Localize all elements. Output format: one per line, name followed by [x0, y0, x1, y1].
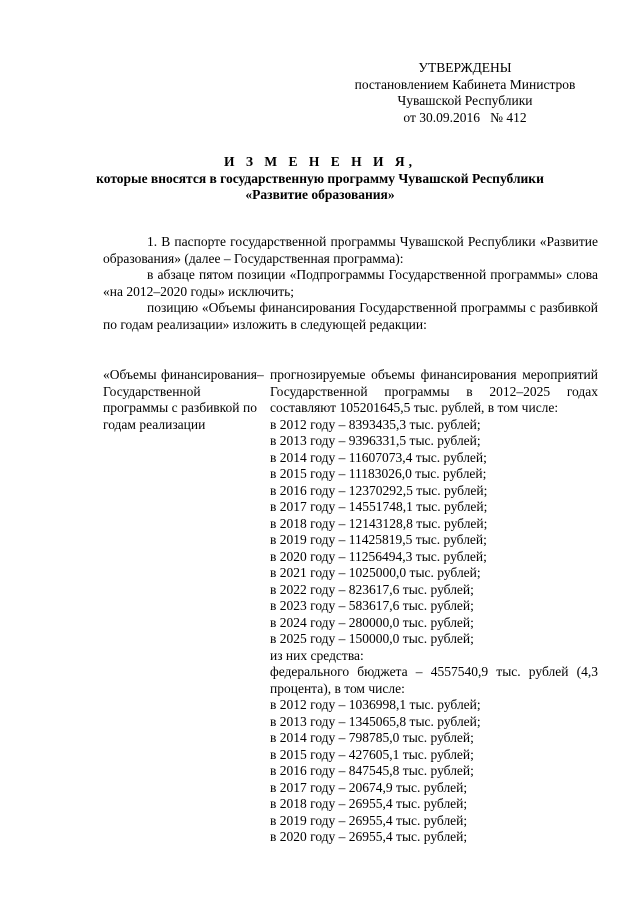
- list-item: в 2014 году – 11607073,4 тыс. рублей;: [270, 449, 487, 465]
- paragraph-1: 1. В паспорте государственной программы Чувашской Республики «Развитие образования» (далее – Государственная программа):: [103, 234, 598, 266]
- list-item: в 2017 году – 14551748,1 тыс. рублей;: [270, 499, 488, 514]
- financing-details: [270, 367, 598, 846]
- financing-intro: прогнозируемые объемы финансирования мероприятий Государственной программы в 2012–2025 годах составляют 105201645,5 тыс. рублей, в том числе:: [270, 367, 598, 415]
- list-item: в 2016 году – 12370292,5 тыс. рублей;: [270, 482, 488, 498]
- list-item: в 2015 году – 11183026,0 тыс. рублей;: [270, 466, 487, 481]
- list-item: в 2016 году – 847545,8 тыс. рублей;: [270, 763, 474, 778]
- list-item: в 2019 году – 26955,4 тыс. рублей;: [270, 812, 468, 828]
- list-item: в 2024 году – 280000,0 тыс. рублей;: [270, 614, 474, 630]
- document-heading: [95, 154, 545, 204]
- federal-budget-line: федерального бюджета – 4557540,9 тыс. рублей (4,3 процента), в том числе:: [270, 664, 598, 696]
- paragraph-3: позицию «Объемы финансирования Государственной программы с разбивкой по годам реализации» изложить в следующей редакции:: [103, 300, 598, 332]
- approved-title: УТВЕРЖДЕНЫ: [418, 60, 512, 75]
- paragraph-2: в абзаце пятом позиции «Подпрограммы Государственной программы» слова «на 2012–2020 годы» исключить;: [103, 267, 598, 299]
- list-item: в 2015 году – 427605,1 тыс. рублей;: [270, 746, 474, 762]
- sources-label: из них средства:: [270, 647, 364, 663]
- approved-date: от 30.09.2016 № 412: [403, 109, 527, 125]
- table-dash: –: [257, 367, 264, 382]
- list-item: в 2025 году – 150000,0 тыс. рублей;: [270, 631, 474, 646]
- list-item: в 2012 году – 8393435,3 тыс. рублей;: [270, 416, 481, 432]
- list-item: в 2013 году – 9396331,5 тыс. рублей;: [270, 433, 481, 448]
- list-item: в 2018 году – 26955,4 тыс. рублей;: [270, 796, 468, 811]
- list-item: в 2014 году – 798785,0 тыс. рублей;: [270, 730, 474, 745]
- approved-by: постановлением Кабинета Министров: [354, 76, 576, 92]
- approved-republic: Чувашской Республики: [397, 93, 533, 108]
- list-item: в 2021 году – 1025000,0 тыс. рублей;: [270, 565, 481, 580]
- list-item: в 2019 году – 11425819,5 тыс. рублей;: [270, 532, 487, 547]
- list-item: в 2013 году – 1345065,8 тыс. рублей;: [270, 713, 481, 729]
- list-item: в 2023 году – 583617,6 тыс. рублей;: [270, 598, 474, 613]
- yearly-total-list: [270, 417, 598, 648]
- document-body: [103, 234, 598, 333]
- list-item: в 2018 году – 12143128,8 тыс. рублей;: [270, 515, 488, 531]
- list-item: в 2012 году – 1036998,1 тыс. рублей;: [270, 697, 481, 712]
- list-item: в 2020 году – 11256494,3 тыс. рублей;: [270, 548, 487, 564]
- document-subtitle: которые вносятся в государственную программу Чувашской Республики: [96, 170, 544, 186]
- list-item: в 2022 году – 823617,6 тыс. рублей;: [270, 581, 474, 597]
- list-item: в 2017 году – 20674,9 тыс. рублей;: [270, 779, 468, 795]
- yearly-federal-list: [270, 697, 598, 846]
- program-name: «Развитие образования»: [245, 187, 395, 202]
- document-title: И З М Е Н Е Н И Я,: [223, 154, 416, 169]
- approval-block: [330, 60, 600, 126]
- financing-label: «Объемы финансирования Государственной программы с разбивкой по годам реализации: [103, 367, 257, 432]
- list-item: в 2020 году – 26955,4 тыс. рублей;: [270, 829, 468, 844]
